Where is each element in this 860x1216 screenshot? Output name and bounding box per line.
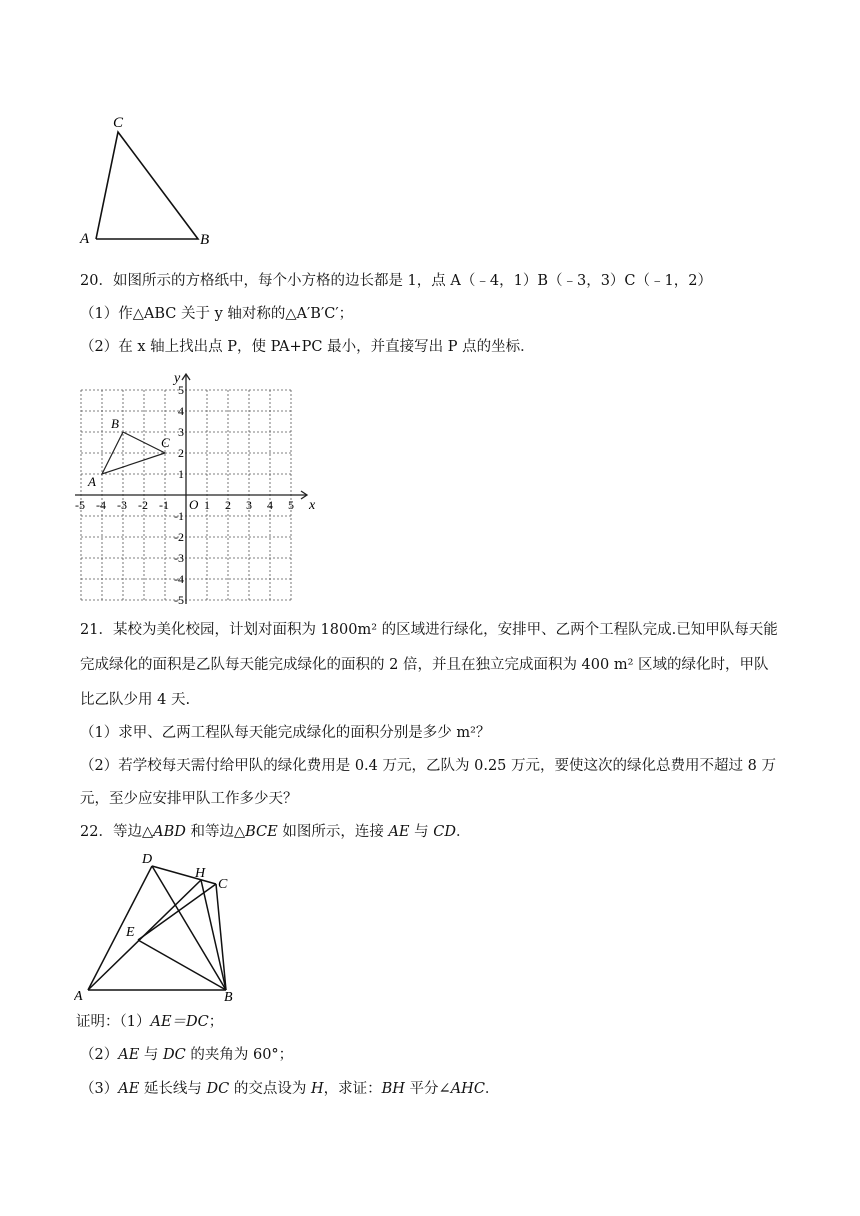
segment-eb bbox=[138, 940, 226, 990]
triangle-abc-outline bbox=[96, 132, 198, 239]
y-tick-label: -2 bbox=[174, 530, 184, 544]
x-tick-label: 4 bbox=[267, 498, 273, 512]
q22-proof1 bbox=[76, 1012, 223, 1032]
q22-segment-ae: AE bbox=[388, 824, 410, 840]
q22-stem-prefix: 22．等边 bbox=[80, 824, 142, 840]
x-tick-label: -4 bbox=[96, 498, 106, 512]
q22-proof2-end: 的夹角为 60°； bbox=[185, 1047, 294, 1063]
q22-proof2-prefix: （2） bbox=[80, 1047, 119, 1063]
q22-segment-cd: CD bbox=[433, 824, 456, 840]
q20-part1: （1）作△ABC 关于 y 轴对称的△A′B′C′； bbox=[80, 306, 354, 322]
triangle-abc-figure bbox=[76, 110, 226, 252]
x-tick-label: -2 bbox=[138, 498, 148, 512]
segment-hb bbox=[201, 880, 226, 990]
q22-triangle-bce: △BCE bbox=[233, 824, 278, 840]
equilateral-triangles-figure bbox=[74, 846, 246, 1004]
y-tick-label: 4 bbox=[178, 404, 184, 418]
q22-stem-and: 和等边 bbox=[185, 824, 234, 840]
y-tick-label: -3 bbox=[174, 551, 184, 565]
q22-triangle-abd: △ABD bbox=[141, 824, 186, 840]
q22-proof-prefix: 证明：（1） bbox=[76, 1014, 151, 1030]
q21-part2-line2: 元，至少应安排甲队工作多少天？ bbox=[80, 791, 298, 807]
x-tick-label: 3 bbox=[246, 498, 252, 512]
y-tick-label: -1 bbox=[174, 509, 184, 523]
x-axis-label: x bbox=[309, 498, 316, 513]
q22-stem-end: ． bbox=[455, 824, 471, 840]
q22-proof3-end: ． bbox=[484, 1081, 500, 1097]
origin-label: O bbox=[189, 497, 199, 512]
q22-proof3-angle: ∠AHC bbox=[438, 1081, 485, 1097]
q20-part2: （2）在 x 轴上找出点 P，使 PA+PC 最小，并直接写出 P 点的坐标． bbox=[80, 339, 535, 355]
q21-line1: 21．某校为美化校园，计划对面积为 1800m² 的区域进行绿化，安排甲、乙两个工程队完成.已知甲队每天能 bbox=[80, 622, 778, 638]
q22-proof3-h: H bbox=[310, 1081, 324, 1097]
q21-part2-line1: （2）若学校每天需付给甲队的绿化费用是 0.4 万元，乙队为 0.25 万元，要使这次的绿化总费用不超过 8 万 bbox=[80, 758, 776, 774]
q22-proof3-dc: DC bbox=[206, 1081, 230, 1097]
q22-stem-suffix: 如图所示，连接 bbox=[277, 824, 389, 840]
q22-proof3-bh: BH bbox=[381, 1081, 405, 1097]
x-tick-label: -1 bbox=[159, 498, 169, 512]
q22-proof3-mid4: 平分 bbox=[404, 1081, 439, 1097]
segment-bc bbox=[216, 884, 226, 990]
q22-proof2 bbox=[80, 1045, 293, 1065]
y-axis-label: y bbox=[174, 372, 181, 386]
point-label-c: C bbox=[161, 435, 170, 450]
y-tick-label: 5 bbox=[178, 383, 184, 397]
x-tick-label: 2 bbox=[225, 498, 231, 512]
q21-part1: （1）求甲、乙两工程队每天能完成绿化的面积分别是多少 m²？ bbox=[80, 725, 491, 741]
vertex-label-c: C bbox=[113, 115, 124, 131]
x-tick-label: 5 bbox=[288, 498, 294, 512]
point-label-a: A bbox=[88, 474, 96, 489]
y-tick-label: 2 bbox=[178, 446, 184, 460]
coordinate-grid-figure bbox=[72, 372, 322, 608]
q21-line2: 完成绿化的面积是乙队每天能完成绿化的面积的 2 倍，并且在独立完成面积为 400 m² 区域的绿化时，甲队 bbox=[80, 657, 769, 673]
y-tick-label: -5 bbox=[174, 593, 184, 607]
q20-stem: 20．如图所示的方格纸中，每个小方格的边长都是 1，点 A（﹣4，1）B（﹣3，3）C（﹣1，2） bbox=[80, 273, 712, 289]
q22-proof3 bbox=[80, 1079, 499, 1099]
label-b: B bbox=[224, 990, 233, 1004]
y-tick-label: 1 bbox=[178, 467, 184, 481]
segment-ad bbox=[88, 866, 152, 990]
label-d: D bbox=[142, 852, 153, 867]
q21-line3: 比乙队少用 4 天. bbox=[80, 692, 191, 708]
q22-proof1-expression: AE＝DC bbox=[150, 1014, 209, 1030]
q22-proof2-ae: AE bbox=[118, 1047, 140, 1063]
vertex-label-a: A bbox=[80, 231, 90, 247]
x-tick-label: 1 bbox=[204, 498, 210, 512]
x-tick-label: -5 bbox=[75, 498, 85, 512]
vertex-label-b: B bbox=[200, 232, 210, 248]
y-tick-label: 3 bbox=[178, 425, 184, 439]
q22-proof3-mid1: 延长线与 bbox=[139, 1081, 207, 1097]
q22-stem bbox=[80, 822, 470, 842]
y-tick-label: -4 bbox=[174, 572, 184, 586]
label-e: E bbox=[126, 925, 135, 940]
point-label-b: B bbox=[111, 416, 119, 431]
q22-proof3-mid2: 的交点设为 bbox=[229, 1081, 311, 1097]
q22-proof2-mid: 与 bbox=[139, 1047, 164, 1063]
x-tick-label: -3 bbox=[117, 498, 127, 512]
q22-proof3-ae: AE bbox=[118, 1081, 140, 1097]
q22-proof1-end: ； bbox=[208, 1014, 224, 1030]
q22-proof2-dc: DC bbox=[163, 1047, 186, 1063]
segment-ae-extended bbox=[88, 880, 201, 990]
q22-proof3-prefix: （3） bbox=[80, 1081, 119, 1097]
label-a: A bbox=[74, 989, 83, 1004]
q22-proof3-mid3: ，求证： bbox=[323, 1081, 382, 1097]
q22-stem-with: 与 bbox=[409, 824, 434, 840]
label-h: H bbox=[195, 866, 206, 881]
label-c: C bbox=[218, 877, 228, 892]
